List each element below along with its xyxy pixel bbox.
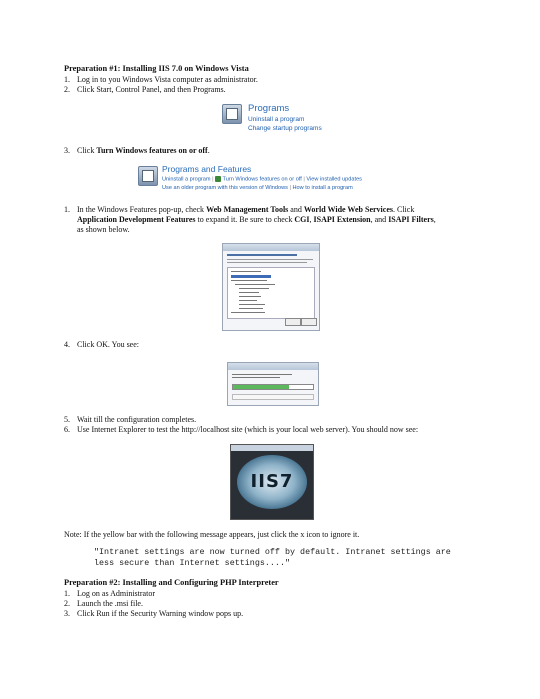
programs-features-row1: Uninstall a program | Turn Windows features on or off | View installed updates [162, 176, 362, 183]
prep1-step-1: 1. Log in to you Windows Vista computer as administrator. [64, 75, 258, 84]
prep1-heading: Preparation #1: Installing IIS 7.0 on Windows Vista [64, 64, 249, 73]
windows-features-progress-screenshot [227, 362, 319, 406]
programs-title: Programs [248, 103, 290, 114]
iis7-logo: IIS7 [250, 471, 294, 492]
programs-features-title: Programs and Features [162, 164, 252, 174]
iis7-welcome-screenshot [230, 444, 314, 520]
prep2-heading: Preparation #2: Installing and Configuring PHP Interpreter [64, 578, 279, 587]
prep1-step-7: 6. Use Internet Explorer to test the http://localhost site (which is your local web server). You should now see: [64, 425, 419, 434]
note-text: Note: If the yellow bar with the following message appears, just click the x icon to ignore it. [64, 530, 360, 539]
prep1-step-4-line3: as shown below. [77, 225, 130, 234]
shield-icon [215, 176, 221, 182]
programs-features-row2: Use an older program with this version of Windows | How to install a program [162, 185, 353, 191]
cancel-button [301, 318, 317, 326]
prep1-step-2: 2. Click Start, Control Panel, and then Programs. [64, 85, 226, 94]
intranet-quote-line-1: "Intranet settings are now turned off by default. Intranet settings are [94, 547, 451, 557]
browser-chrome [231, 445, 313, 451]
programs-link-uninstall: Uninstall a program [248, 116, 305, 123]
programs-panel-screenshot [222, 100, 332, 136]
progress-bar [232, 384, 314, 390]
programs-features-screenshot [138, 163, 408, 195]
ok-button [285, 318, 301, 326]
programs-icon [222, 104, 242, 124]
programs-link-startup: Change startup programs [248, 125, 322, 132]
prep2-step-3: 3. Click Run if the Security Warning window pops up. [64, 609, 244, 618]
prep1-step-4-line1: 1. In the Windows Features pop-up, check Web Management Tools and World Wide Web Services. Click [64, 205, 415, 214]
prep1-step-3: 3. Click Turn Windows features on or off. [64, 146, 210, 155]
prep2-step-2: 2. Launch the .msi file. [64, 599, 143, 608]
intranet-quote-line-2: less secure than Internet settings...." [94, 558, 291, 568]
dialog-titlebar [223, 244, 319, 251]
prep1-step-5: 4. Click OK. You see: [64, 340, 140, 349]
prep1-step-4-line2: Application Development Features to expand it. Be sure to check CGI, ISAPI Extension, and ISAPI Filters, [77, 215, 436, 224]
windows-features-dialog-screenshot [222, 243, 320, 331]
programs-features-icon [138, 166, 158, 186]
prep2-step-1: 1. Log on as Administrator [64, 589, 155, 598]
features-tree [227, 267, 315, 319]
prep1-step-6: 5. Wait till the configuration completes. [64, 415, 197, 424]
